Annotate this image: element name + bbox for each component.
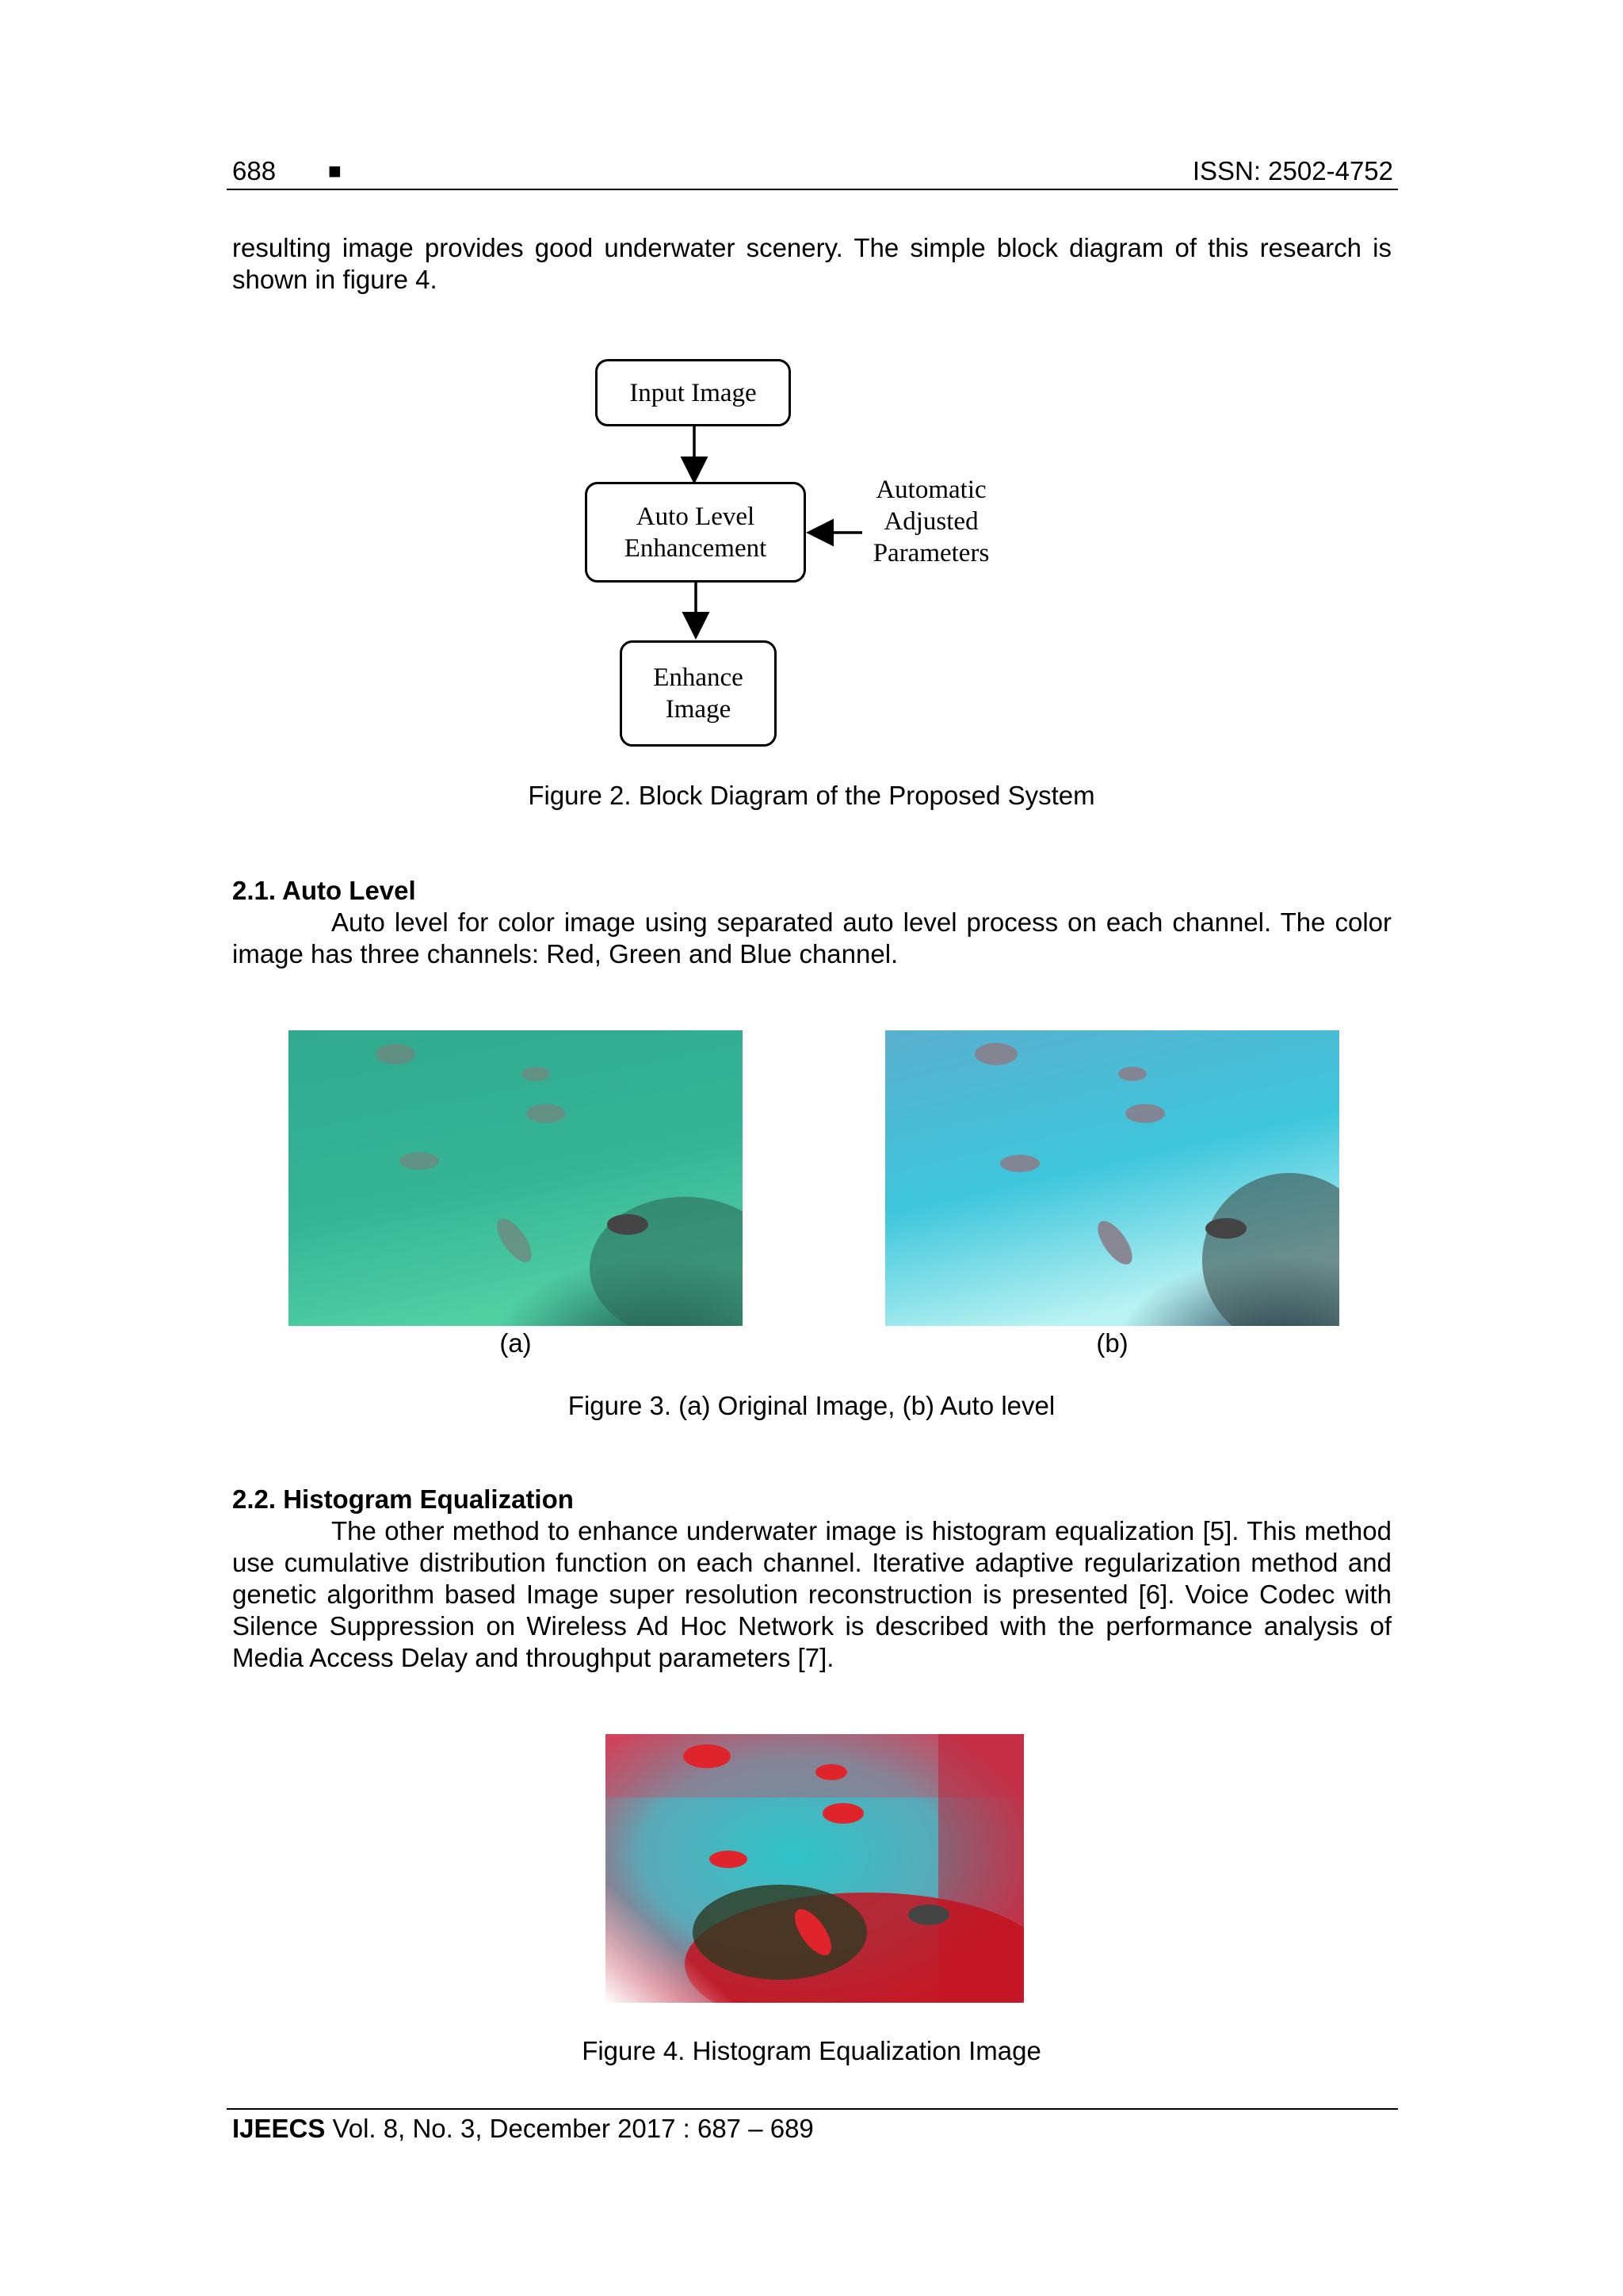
figure2-caption: Figure 2. Block Diagram of the Proposed System (528, 781, 1095, 810)
issn-label: ISSN: 2502-4752 (1192, 156, 1393, 185)
figure3-caption: Figure 3. (a) Original Image, (b) Auto level (567, 1391, 1056, 1420)
section-2-1-text: Auto level for color image using separated auto level process on each channel. The color image has three channels: Red, Green and Blue channel. (232, 907, 1392, 968)
auto-level-label-line1: Auto Level (636, 502, 755, 531)
section-2-1-heading: 2.1. Auto Level (232, 876, 416, 905)
auto-level-underwater-image (885, 1030, 1339, 1326)
section-2-2-body (232, 1515, 1392, 1674)
side-label-line3: Parameters (873, 539, 990, 567)
side-label-line2: Adjusted (884, 507, 979, 536)
figure4-caption: Figure 4. Histogram Equalization Image (582, 2036, 1041, 2065)
section-2-2-heading: 2.2. Histogram Equalization (232, 1484, 574, 1514)
enhance-image-label-line1: Enhance (653, 663, 743, 692)
journal-name: IJEECS (232, 2114, 326, 2143)
enhance-image-node (620, 640, 777, 747)
automatic-adjusted-parameters-label (864, 474, 999, 569)
volume-info: Vol. 8, No. 3, December 2017 : 687 – 689 (325, 2114, 814, 2143)
figure3-label-b: (b) (1096, 1328, 1128, 1358)
diagram-arrows (0, 0, 1623, 793)
side-label-line1: Automatic (876, 476, 987, 504)
section-2-1-body (232, 907, 1392, 970)
footer-citation (232, 2113, 814, 2145)
intro-paragraph: resulting image provides good underwater scenery. The simple block diagram of this research is shown in figure 4. (232, 233, 1392, 294)
page-number: 688 (232, 156, 277, 185)
enhance-image-label-line2: Image (665, 695, 731, 724)
section-2-2-text: The other method to enhance underwater image is histogram equalization [5]. This method use cumulative distribution function on each channel. Iterative adaptive regularization method and genetic algorithm based Image super resolution reconstruction is presented [6]. Voice Codec with Silence Suppression on Wireless Ad Hoc Network is described with the performance analysis of Media Access Delay and throughput parameters [7]. (232, 1516, 1392, 1672)
block-diagram (0, 0, 1623, 793)
footer-rule (227, 2108, 1398, 2110)
auto-level-node (585, 482, 806, 583)
auto-level-label-line2: Enhancement (624, 533, 767, 563)
input-image-label: Input Image (629, 378, 757, 407)
header-square-icon: ■ (328, 159, 342, 183)
figure3-label-a: (a) (499, 1328, 532, 1358)
histogram-equalization-image (605, 1734, 1024, 2003)
original-underwater-image (288, 1030, 743, 1326)
input-image-node (595, 359, 791, 426)
